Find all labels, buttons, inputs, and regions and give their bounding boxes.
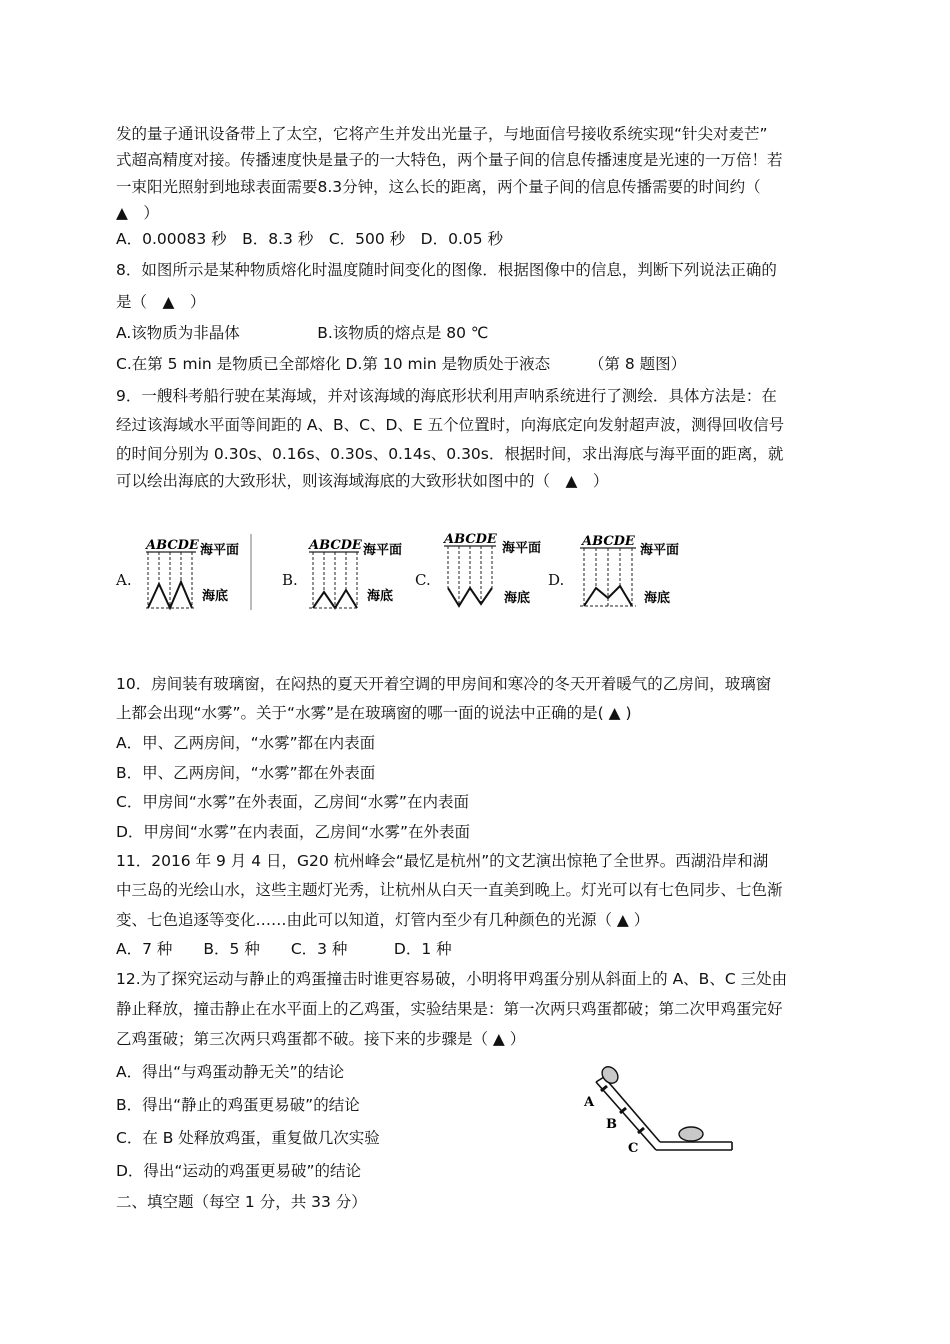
svg-text:海平面: 海平面 (200, 543, 240, 558)
q7-options: A．0.00083 秒 B．8.3 秒 C．500 秒 D．0.05 秒 (116, 230, 504, 248)
svg-text:海底: 海底 (367, 589, 394, 604)
svg-text:海底: 海底 (202, 589, 229, 604)
q9-figure-b (305, 532, 415, 614)
q7-line-3: 一束阳光照射到地球表面需要8.3分钟，这么长的距离，两个量子间的信息传播需要的时间约（ (116, 178, 761, 196)
svg-text:ABCDE: ABCDE (309, 538, 362, 553)
q10-option-c: C．甲房间“水雾”在外表面，乙房间“水雾”在内表面 (116, 793, 469, 811)
q10-option-d: D．甲房间“水雾”在内表面，乙房间“水雾”在外表面 (116, 823, 471, 841)
svg-text:ABCDE: ABCDE (582, 534, 635, 549)
q7-line-4: ▲ ） (116, 204, 159, 222)
q9-option-d-label: D. (548, 571, 565, 589)
q12-incline-figure (580, 1066, 740, 1162)
q11-line-2: 中三岛的光绘山水，这些主题灯光秀，让杭州从白天一直美到晚上。灯光可以有七色同步、七色渐 (116, 881, 783, 899)
q9-option-c-label: C. (415, 571, 431, 589)
q10-option-b: B．甲、乙两房间，“水雾”都在外表面 (116, 764, 376, 782)
q11-line-1: 11．2016 年 9 月 4 日，G20 杭州峰会“最忆是杭州”的文艺演出惊艳了全世界。西湖沿岸和湖 (116, 852, 769, 870)
q11-line-3: 变、七色追逐等变化……由此可以知道，灯管内至少有几种颜色的光源（ ▲ ） (116, 911, 650, 929)
svg-text:ABCDE: ABCDE (444, 532, 497, 547)
q12-line-2: 静止释放，撞击静止在水平面上的乙鸡蛋，实验结果是：第一次两只鸡蛋都破；第二次甲鸡蛋完好 (116, 1000, 783, 1018)
q9-figure-d (572, 528, 694, 612)
q7-line-2: 式超高精度对接。传播速度快是量子的一大特色，两个量子间的信息传播速度是光速的一万倍！若 (116, 151, 783, 169)
q8-line-1: 8．如图所示是某种物质熔化时温度随时间变化的图像．根据图像中的信息，判断下列说法正确的 (116, 261, 777, 279)
section-2-title: 二、填空题（每空 1 分，共 33 分） (116, 1193, 367, 1211)
svg-text:海底: 海底 (504, 591, 531, 606)
incline-label-a: A (584, 1095, 595, 1110)
q9-figure-a (140, 532, 258, 614)
egg-yi (679, 1127, 703, 1141)
incline-label-b: B (606, 1117, 617, 1132)
incline-label-c: C (628, 1141, 639, 1156)
q8-options-cd: C.在第 5 min 是物质已全部熔化 D.第 10 min 是物质处于液态 （第 8 题图） (116, 355, 687, 373)
q9-line-3: 的时间分别为 0.30s、0.16s、0.30s、0.14s、0.30s．根据时间，求出海底与海平面的距离，就 (116, 445, 784, 463)
svg-text:ABCDE: ABCDE (146, 538, 199, 553)
q12-option-d: D．得出“运动的鸡蛋更易破”的结论 (116, 1162, 361, 1180)
q9-line-4: 可以绘出海底的大致形状，则该海域海底的大致形状如图中的（ ▲ ） (116, 472, 609, 490)
q9-line-2: 经过该海域水平面等间距的 A、B、C、D、E 五个位置时，向海底定向发射超声波，测得回收信号 (116, 416, 785, 434)
svg-text:海平面: 海平面 (640, 543, 680, 558)
q10-option-a: A．甲、乙两房间，“水雾”都在内表面 (116, 734, 376, 752)
egg-jia (599, 1066, 621, 1086)
q8-options-ab: A.该物质为非晶体 B.该物质的熔点是 80 ℃ (116, 324, 489, 342)
q9-option-a-label: A. (116, 571, 132, 589)
q12-option-c: C．在 B 处释放鸡蛋，重复做几次实验 (116, 1129, 380, 1147)
svg-text:海平面: 海平面 (363, 543, 403, 558)
q12-option-b: B．得出“静止的鸡蛋更易破”的结论 (116, 1096, 360, 1114)
q12-line-3: 乙鸡蛋破；第三次两只鸡蛋都不破。接下来的步骤是（ ▲ ） (116, 1030, 526, 1048)
q10-line-2: 上都会出现“水雾”。关于“水雾”是在玻璃窗的哪一面的说法中正确的是( ▲ ) (116, 704, 632, 722)
q10-line-1: 10．房间装有玻璃窗，在闷热的夏天开着空调的甲房间和寒冷的冬天开着暖气的乙房间，玻璃窗 (116, 675, 772, 693)
q12-line-1: 12.为了探究运动与静止的鸡蛋撞击时谁更容易破，小明将甲鸡蛋分别从斜面上的 A、B、C 三处由 (116, 970, 788, 988)
svg-text:海底: 海底 (644, 591, 671, 606)
q9-option-b-label: B. (282, 571, 298, 589)
q9-figure-c (440, 526, 552, 610)
q12-option-a: A．得出“与鸡蛋动静无关”的结论 (116, 1063, 345, 1081)
q9-line-1: 9．一艘科考船行驶在某海域，并对该海域的海底形状利用声呐系统进行了测绘．具体方法是：在 (116, 387, 777, 405)
q8-line-2: 是（ ▲ ） (116, 293, 206, 311)
q7-line-1: 发的量子通讯设备带上了太空，它将产生并发出光量子，与地面信号接收系统实现“针尖对麦芒” (116, 125, 768, 143)
q11-options: A．7 种 B．5 种 C．3 种 D．1 种 (116, 940, 452, 958)
svg-text:海平面: 海平面 (502, 541, 542, 556)
